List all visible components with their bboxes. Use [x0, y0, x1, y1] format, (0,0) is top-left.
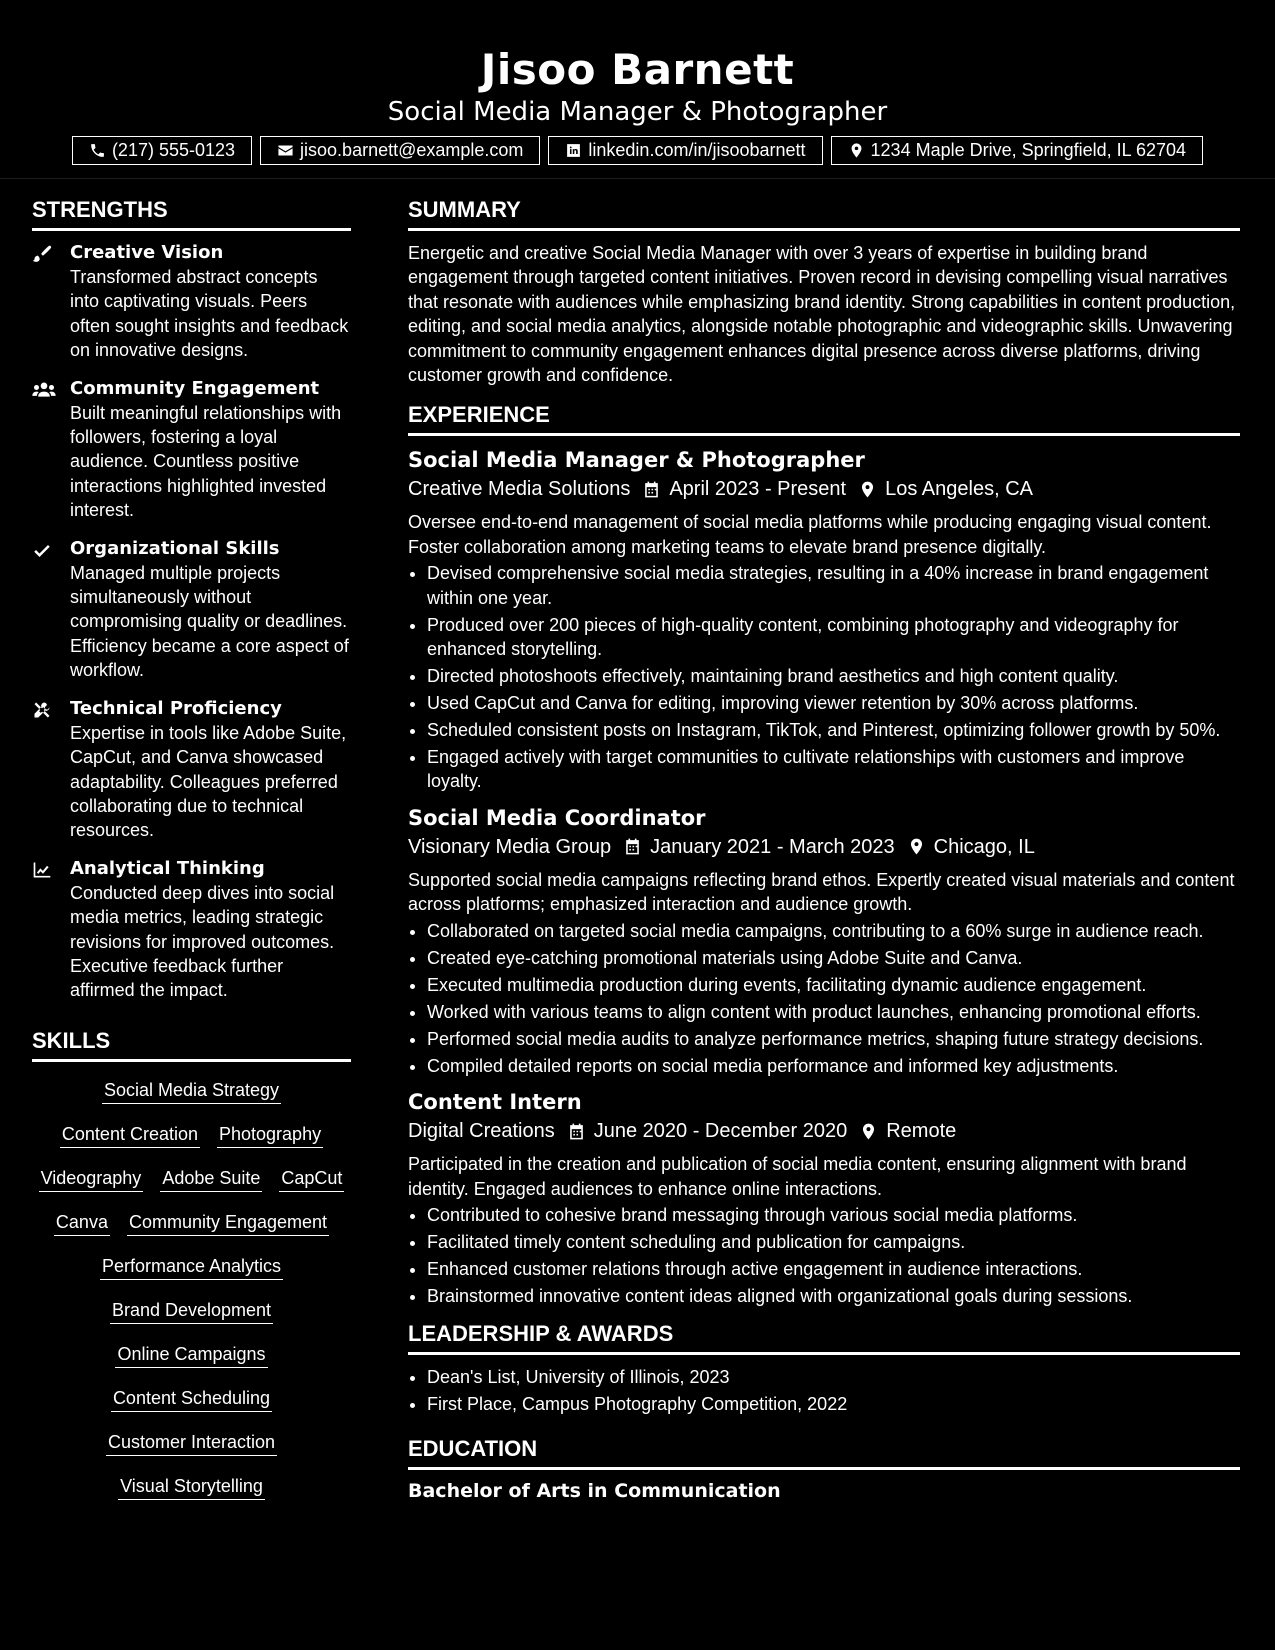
bullet-item: • Worked with various teams to align content with product launches, enhancing promotional efforts. [427, 1000, 1240, 1024]
job-title: Content Intern [408, 1090, 582, 1115]
job-dates: June 2020 - December 2020 [593, 1120, 848, 1143]
strength-item [32, 377, 351, 523]
job-description: Participated in the creation and publication of social media content, ensuring alignment with brand identity. Engaged audiences to enhance online interactions. [408, 1154, 1187, 1199]
job-entry [408, 804, 1240, 1078]
job-bullets [408, 1203, 1240, 1308]
job-entry [408, 446, 1240, 793]
strength-item [32, 857, 351, 1003]
skill-tag: Content Creation [60, 1122, 200, 1148]
left-column [32, 198, 351, 1518]
skill-tag: Content Scheduling [111, 1386, 272, 1412]
candidate-title: Social Media Manager & Photographer [387, 97, 888, 127]
job-meta [408, 1116, 1240, 1146]
award-item: • Dean's List, University of Illinois, 2023 [427, 1365, 1240, 1389]
bullet-item: • Contributed to cohesive brand messaging through various social media platforms. [427, 1203, 1240, 1227]
strength-title: Organizational Skills [70, 537, 280, 559]
job-location: Chicago, IL [933, 835, 1035, 858]
resume-header [0, 0, 1275, 179]
strength-desc: Built meaningful relationships with followers, fostering a loyal audience. Countless positive interactions highlighted invested interest. [70, 402, 342, 521]
address-text: 1234 Maple Drive, Springfield, IL 62704 [870, 140, 1187, 160]
bullet-item: • Compiled detailed reports on social media performance and informed key adjustments. [427, 1054, 1240, 1078]
skill-tag: CapCut [279, 1166, 344, 1192]
bullet-item: • Performed social media audits to analyze performance metrics, shaping future strategy decisions. [427, 1027, 1240, 1051]
leadership-heading: LEADERSHIP & AWARDS [408, 1322, 1240, 1355]
contact-email[interactable] [260, 136, 540, 165]
skill-tag: Social Media Strategy [102, 1078, 281, 1104]
bullet-item: • Created eye-catching promotional materials using Adobe Suite and Canva. [427, 946, 1240, 970]
strength-title: Community Engagement [70, 377, 320, 399]
job-title: Social Media Coordinator [408, 805, 706, 830]
calendar-icon [567, 1122, 586, 1141]
bullet-item: • Brainstormed innovative content ideas aligned with organizational goals during sessions. [427, 1284, 1240, 1308]
contact-address[interactable] [831, 136, 1204, 165]
job-bullets [408, 919, 1240, 1078]
bullet-item: • Scheduled consistent posts on Instagram, TikTok, and Pinterest, optimizing follower growth by 50%. [427, 718, 1240, 742]
linkedin-icon [565, 142, 582, 159]
skills-list [32, 1072, 351, 1500]
contact-bar [0, 136, 1275, 165]
skill-tag: Customer Interaction [106, 1430, 277, 1456]
summary-heading: SUMMARY [408, 198, 1240, 231]
right-column [408, 198, 1240, 1502]
bullet-item: • Produced over 200 pieces of high-quality content, combining photography and videography for enhanced storytelling. [427, 613, 1240, 662]
phone-icon [89, 142, 106, 159]
strength-desc: Managed multiple projects simultaneously without compromising quality or deadlines. Efficiency became a core aspect of workflow. [70, 562, 349, 681]
phone-text: (217) 555-0123 [111, 140, 236, 160]
skill-tag: Community Engagement [127, 1210, 329, 1236]
job-dates: January 2021 - March 2023 [650, 835, 895, 858]
bullet-item: • Directed photoshoots effectively, maintaining brand aesthetics and high content quality. [427, 664, 1240, 688]
skill-tag: Photography [217, 1122, 323, 1148]
bullet-item: • Executed multimedia production during events, facilitating dynamic audience engagement. [427, 973, 1240, 997]
job-company: Digital Creations [408, 1120, 555, 1143]
map-marker-icon [859, 1122, 878, 1141]
map-marker-icon [848, 142, 865, 159]
summary-text: Energetic and creative Social Media Manager with over 3 years of expertise in building brand engagement through targeted content initiatives. Proven record in devising compelling visual narratives that resonate with audiences while emphasizing brand identity. Strong capabilities in content production, editing, and social media analytics, alongside notable photographic and videographic skills. Unwavering commitment to community engagement enhances digital presence across diverse platforms, driving customer growth and confidence. [408, 243, 1236, 386]
strength-desc: Conducted deep dives into social media metrics, leading strategic revisions for improved outcomes. Executive feedback further affirmed the impact. [70, 882, 335, 1001]
envelope-icon [277, 142, 294, 159]
strength-title: Creative Vision [70, 242, 224, 263]
skill-tag: Adobe Suite [160, 1166, 262, 1192]
skill-tag: Performance Analytics [100, 1254, 283, 1280]
skill-tag: Videography [39, 1166, 144, 1192]
bullet-item: • Collaborated on targeted social media campaigns, contributing to a 60% surge in audience reach. [427, 919, 1240, 943]
job-entry [408, 1088, 1240, 1308]
job-bullets [408, 561, 1240, 794]
job-location: Los Angeles, CA [885, 478, 1033, 501]
job-description: Oversee end-to-end management of social media platforms while producing engaging visual content. Foster collaboration among marketing teams to elevate brand presence digitally. [408, 512, 1212, 557]
job-description: Supported social media campaigns reflecting brand ethos. Expertly created visual materials and content across platforms; emphasized interaction and audience growth. [408, 869, 1235, 915]
bullet-item: • Used CapCut and Canva for editing, improving viewer retention by 30% across platforms. [427, 691, 1240, 715]
skill-tag: Brand Development [110, 1298, 273, 1324]
award-item: • First Place, Campus Photography Competition, 2022 [427, 1392, 1240, 1416]
linkedin-text: linkedin.com/in/jisoobarnett [588, 140, 806, 160]
strength-title: Analytical Thinking [70, 857, 265, 879]
strengths-heading: STRENGTHS [32, 198, 351, 231]
users-icon [32, 380, 56, 400]
check-icon [32, 540, 52, 560]
map-marker-icon [858, 480, 877, 499]
job-company: Visionary Media Group [408, 835, 612, 858]
strength-item [32, 697, 351, 843]
job-dates: April 2023 - Present [669, 478, 847, 501]
bullet-item: • Facilitated timely content scheduling and publication for campaigns. [427, 1230, 1240, 1254]
skill-tag: Online Campaigns [115, 1342, 267, 1368]
calendar-icon [623, 837, 642, 856]
skill-tag: Visual Storytelling [118, 1474, 265, 1500]
skill-tag: Canva [54, 1210, 110, 1236]
job-meta [408, 474, 1240, 504]
experience-heading: EXPERIENCE [408, 403, 1240, 436]
job-title: Social Media Manager & Photographer [408, 448, 865, 473]
contact-linkedin[interactable] [548, 136, 822, 165]
job-meta [408, 832, 1240, 862]
email-text: jisoo.barnett@example.com [300, 140, 524, 160]
strength-desc: Transformed abstract concepts into captivating visuals. Peers often sought insights and feedback on innovative designs. [70, 267, 349, 361]
bullet-item: • Engaged actively with target communities to cultivate relationships with customers and improve loyalty. [427, 745, 1240, 794]
bullet-item: • Enhanced customer relations through active engagement in audience interactions. [427, 1257, 1240, 1281]
job-company: Creative Media Solutions [408, 478, 631, 501]
strength-title: Technical Proficiency [70, 697, 282, 719]
paintbrush-icon [32, 244, 52, 264]
map-marker-icon [907, 837, 926, 856]
bullet-item: • Devised comprehensive social media strategies, resulting in a 40% increase in brand engagement within one year. [427, 561, 1240, 610]
education-heading: EDUCATION [408, 1437, 1240, 1470]
strength-item [32, 537, 351, 683]
awards-list [408, 1365, 1240, 1416]
candidate-name: Jisoo Barnett [480, 45, 795, 94]
tools-icon [32, 700, 52, 720]
job-location: Remote [886, 1120, 957, 1143]
skills-heading: SKILLS [32, 1029, 351, 1062]
education-degree: Bachelor of Arts in Communication [408, 1479, 781, 1502]
strength-item [32, 241, 351, 363]
chart-line-icon [32, 860, 52, 880]
contact-phone[interactable] [72, 136, 252, 165]
calendar-icon [642, 480, 661, 499]
strength-desc: Expertise in tools like Adobe Suite, CapCut, and Canva showcased adaptability. Colleagues preferred collaborating due to technical resources. [70, 722, 347, 841]
